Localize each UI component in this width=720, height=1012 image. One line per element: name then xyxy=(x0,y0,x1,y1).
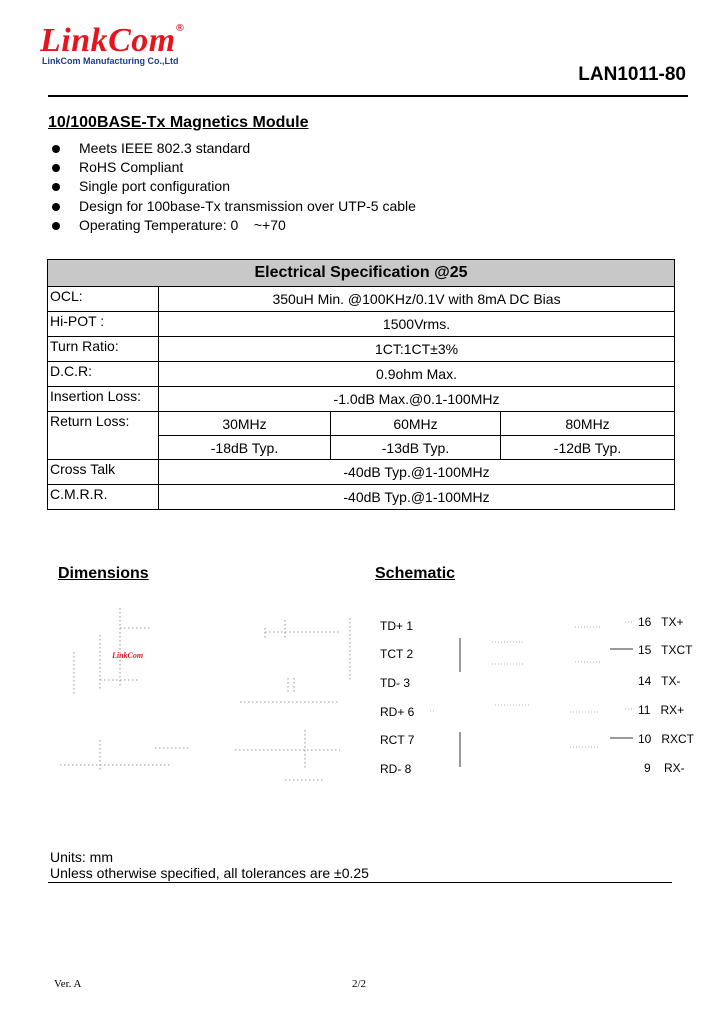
rl-value: -12dB Typ. xyxy=(501,436,675,460)
module-title: 10/100BASE-Tx Magnetics Module xyxy=(48,114,309,131)
insertion-loss-value: -1.0dB Max.@0.1-100MHz xyxy=(159,387,675,412)
feature-item: Single port configuration xyxy=(52,177,416,196)
dcr-value: 0.9ohm Max. xyxy=(159,362,675,387)
crosstalk-label: Cross Talk xyxy=(48,460,159,485)
page-number: 2/2 xyxy=(352,978,367,990)
pin-left: RD- 8 xyxy=(380,762,412,776)
feature-list xyxy=(52,139,416,235)
feature-item: RoHS Compliant xyxy=(52,158,416,177)
cmrr-value: -40dB Typ.@1-100MHz xyxy=(159,485,675,510)
logo-text: LinkCom xyxy=(40,22,176,59)
company-logo xyxy=(40,22,184,60)
pin-left: TD+ 1 xyxy=(380,619,414,633)
feature-item: Design for 100base-Tx transmission over UTP-5 cable xyxy=(52,197,416,216)
feature-item: Meets IEEE 802.3 standard xyxy=(52,139,416,158)
pin-right: 11 RX+ xyxy=(638,703,685,717)
company-name: LinkCom Manufacturing Co.,Ltd xyxy=(42,56,179,66)
bullet-icon xyxy=(52,222,60,230)
pin-right: 10 RXCT xyxy=(638,732,695,746)
turns-value: 1CT:1CT±3% xyxy=(159,337,675,362)
rl-value: -13dB Typ. xyxy=(331,436,501,460)
dcr-label: D.C.R: xyxy=(48,362,159,387)
table-row xyxy=(48,337,675,362)
bullet-icon xyxy=(52,145,60,153)
hipot-label: Hi-POT : xyxy=(48,312,159,337)
table-header-row xyxy=(48,260,675,287)
registered-mark: ® xyxy=(175,22,185,34)
schematic-drawing xyxy=(420,612,635,787)
rl-freq: 30MHz xyxy=(159,412,331,436)
rl-value: -18dB Typ. xyxy=(159,436,331,460)
table-row xyxy=(48,287,675,312)
insertion-loss-label: Insertion Loss: xyxy=(48,387,159,412)
ocl-value: 350uH Min. @100KHz/0.1V with 8mA DC Bias xyxy=(159,287,675,312)
dim-logo: LinkCom xyxy=(112,651,144,660)
version-label: Ver. A xyxy=(54,978,82,990)
header-divider xyxy=(48,95,688,97)
table-row xyxy=(48,312,675,337)
bullet-icon xyxy=(52,164,60,172)
bullet-icon xyxy=(52,203,60,211)
dimensions-drawing xyxy=(40,600,360,800)
table-row xyxy=(48,485,675,510)
dimensions-title: Dimensions xyxy=(58,565,149,582)
units-note: Units: mm xyxy=(50,849,113,865)
rl-freq: 80MHz xyxy=(501,412,675,436)
pin-right: 16 TX+ xyxy=(638,615,684,629)
rl-freq: 60MHz xyxy=(331,412,501,436)
schematic-title: Schematic xyxy=(375,565,456,582)
hipot-value: 1500Vrms. xyxy=(159,312,675,337)
pin-left: TCT 2 xyxy=(380,647,414,661)
pin-right: 9 RX- xyxy=(644,761,685,775)
ocl-label: OCL: xyxy=(48,287,159,312)
table-row xyxy=(48,387,675,412)
pin-right: 15 TXCT xyxy=(638,643,693,657)
table-row xyxy=(48,362,675,387)
return-loss-label: Return Loss: xyxy=(48,412,159,460)
pin-left: RCT 7 xyxy=(380,733,415,747)
spec-title: Electrical Specification @25 xyxy=(48,260,675,287)
pin-left: TD- 3 xyxy=(380,676,410,690)
crosstalk-value: -40dB Typ.@1-100MHz xyxy=(159,460,675,485)
pin-right: 14 TX- xyxy=(638,674,681,688)
cmrr-label: C.M.R.R. xyxy=(48,485,159,510)
turns-label: Turn Ratio: xyxy=(48,337,159,362)
feature-item: Operating Temperature: 0 ~+70 xyxy=(52,216,416,235)
table-row xyxy=(48,412,675,436)
bullet-icon xyxy=(52,183,60,191)
tolerance-note: Unless otherwise specified, all tolerances are ±0.25 xyxy=(50,865,369,881)
part-number: LAN1011-80 xyxy=(578,64,686,85)
electrical-spec-table xyxy=(47,259,675,510)
pin-left: RD+ 6 xyxy=(380,705,415,719)
table-row xyxy=(48,460,675,485)
notes-divider xyxy=(48,882,672,883)
